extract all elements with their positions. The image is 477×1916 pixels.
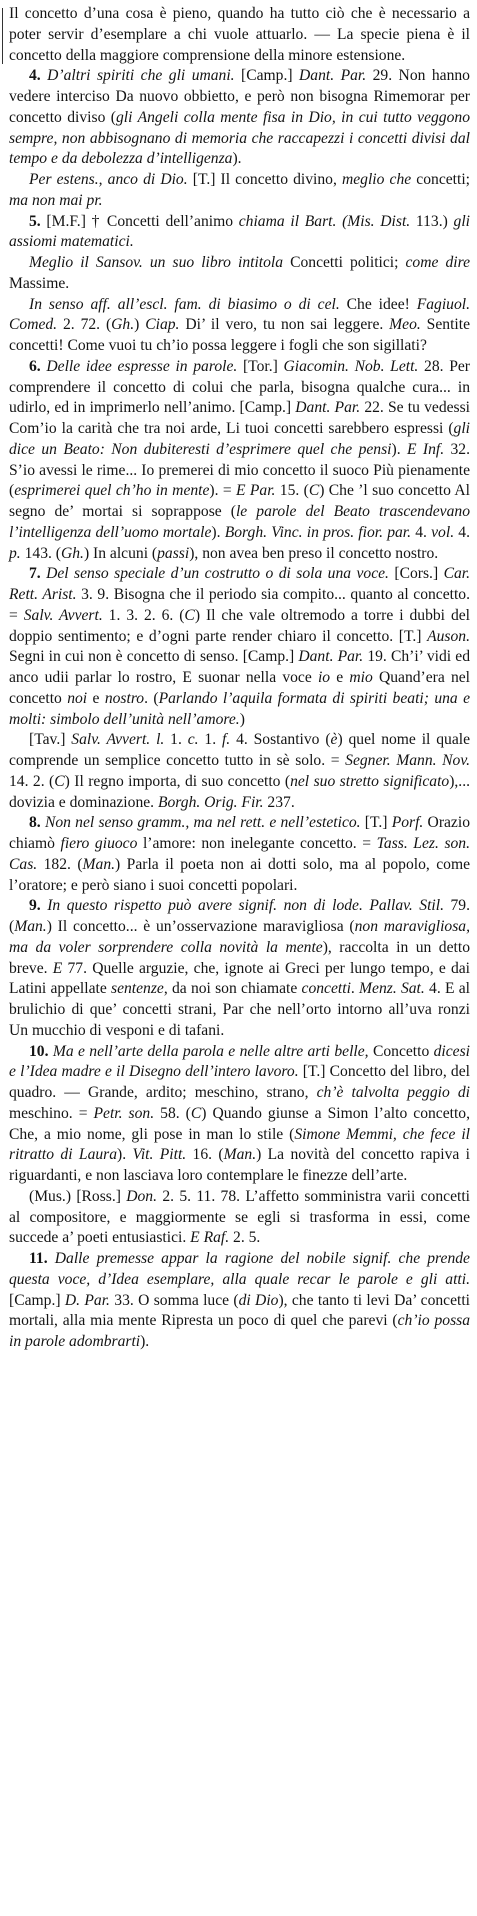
text-run: l’amore: non inelegante concetto. = <box>137 835 377 852</box>
text-run: e <box>87 689 105 707</box>
text-run: 22. Se tu vedessi Com’io la carità che tra noi arde, Li tuoi concetti sarebbero espressi ( <box>9 399 471 437</box>
entry-paragraph <box>9 295 470 357</box>
italic-text: Porf. <box>391 814 424 832</box>
italic-text: vol. <box>431 523 455 541</box>
text-run: Che idee! <box>339 295 417 313</box>
italic-text: ch’io possa in parole adombrarti <box>9 1312 470 1350</box>
italic-text: f. <box>221 731 231 749</box>
text-run: 4. <box>411 523 432 541</box>
text-run: ) Parla il poeta non ai dotti solo, ma al popolo, come l’oratore; e però siano i suoi concetti popolari. <box>9 855 470 894</box>
text-run: 1. 3. 2. 6. ( <box>102 606 185 624</box>
text-run: , da noi son chiamate <box>163 980 302 998</box>
italic-text: Dant. Par. <box>295 399 361 417</box>
text-run: [Tav.] <box>29 731 72 749</box>
text-run: 32. S’io avessi le rime... Io premerei di mio concetto il suoco Più pienamente ( <box>9 440 471 500</box>
text-run: 3. 9. Bisogna che il periodo sia compito... quanto al concetto. = <box>9 586 470 624</box>
text-run: Concetto <box>368 1042 434 1060</box>
sense-number: 6. <box>29 357 41 375</box>
sense-number: 4. <box>29 67 41 85</box>
text-run: ), non avea ben preso il concetto nostro. <box>189 544 439 562</box>
italic-text: concetti <box>301 980 351 998</box>
italic-text: Parlando l’aquila formata di spiriti beati; una e molti: simbolo dell’unità nell’amore. <box>9 689 471 728</box>
text-run: [Cors.] <box>388 565 444 583</box>
italic-text: Petr. son. <box>93 1104 155 1122</box>
text-run: Massime. <box>9 274 70 292</box>
italic-text: c. <box>187 731 199 749</box>
text-run: [Tor.] <box>237 357 284 375</box>
sense-number: 9. <box>29 897 41 915</box>
sense-number: 11. <box>29 1250 48 1267</box>
text-run: . ( <box>144 689 159 707</box>
text-run: 79. ( <box>9 897 470 935</box>
text-run: Orazio chiamò <box>9 814 470 852</box>
italic-text: C <box>184 606 195 624</box>
text-run: ) Il concetto... è un’osservazione maravigliosa ( <box>46 918 355 935</box>
sense-number: 8. <box>29 814 41 832</box>
text-run: 28. Per comprendere il concetto di colui che parla, bisogna qualche cura... in udirlo, ed in imprimerlo nell’animo. [Camp.] <box>9 357 470 417</box>
italic-text: Car. Rett. Arist. <box>9 565 470 603</box>
italic-text: Segner. Mann. Nov. <box>345 752 471 769</box>
text-run: ). = <box>209 482 236 500</box>
italic-text: nel suo stretto significato <box>290 772 450 790</box>
text-run: 58. ( <box>154 1104 191 1122</box>
italic-text: Gh. <box>60 544 84 562</box>
text-run: [Camp.] <box>9 1291 65 1309</box>
text-run: ),... dovizia e dominazione. <box>9 772 471 811</box>
entry-paragraph <box>9 357 470 565</box>
italic-text: C <box>54 772 65 790</box>
text-run: Di’ il vero, tu non sai leggere. <box>179 316 390 334</box>
italic-text: D’altri spiriti che gli umani. <box>47 67 235 85</box>
italic-text: come dire <box>405 254 470 271</box>
entry-paragraph <box>9 813 470 896</box>
italic-text: Non nel senso gramm., ma nel rett. e nell’estetico. <box>44 814 361 832</box>
text-run: 33. O somma luce ( <box>109 1291 239 1309</box>
italic-text: Borgh. Vinc. in pros. fior. par. <box>224 523 412 541</box>
italic-text: C <box>308 482 320 500</box>
text-run: ) <box>134 316 146 334</box>
text-run: ). <box>117 1146 133 1164</box>
italic-text: ch’è talvolta peggio di <box>316 1084 470 1101</box>
italic-text: Meglio il Sansov. un suo libro intitola <box>29 254 284 271</box>
sense-number: 7. <box>29 565 41 583</box>
entry-paragraph <box>9 730 470 813</box>
text-run: [T.] Il concetto divino, <box>187 171 342 188</box>
italic-text: di Dio <box>238 1291 279 1309</box>
italic-text: Salv. Avvert. <box>23 606 103 624</box>
italic-text: Man. <box>14 918 47 935</box>
entry-paragraph <box>9 212 470 254</box>
italic-text: dicesi e l’Idea madre e il Disegno dell’intero lavoro. <box>9 1042 470 1081</box>
text-run: 2. 5. 11. 78. L’affetto somministra varii concetti al compositore, e maggiormente se egli si trasforma in essi, come succede a’ poeti entusiastici. <box>9 1187 470 1247</box>
italic-text: Fagiuol. Comed. <box>9 295 471 334</box>
italic-text: mio <box>349 669 373 686</box>
italic-text: Vit. Pitt. <box>132 1146 187 1164</box>
text-run: 143. ( <box>20 544 61 562</box>
italic-text: Del senso speciale d’un costrutto o di sola una voce. <box>46 565 389 583</box>
italic-text: Delle idee espresse in parole. <box>46 357 238 375</box>
italic-text: Borgh. Orig. Fir. <box>157 793 264 811</box>
italic-text: Tass. Lez. son. Cas. <box>9 835 471 873</box>
italic-text: chiama il Bart. (Mis. Dist. <box>238 212 411 230</box>
text-run: 16. ( <box>186 1146 224 1164</box>
italic-text: noi <box>67 689 88 707</box>
italic-text: esprimerei quel ch’ho in mente <box>14 482 210 500</box>
text-run: concetti; <box>411 171 470 188</box>
entry-paragraph <box>9 896 470 1041</box>
italic-text: Auson. <box>427 627 470 645</box>
italic-text: gli assiomi matematici. <box>9 212 470 251</box>
text-run: 1. <box>198 731 222 749</box>
text-run: [T.] <box>360 814 392 832</box>
text-run: meschino. = <box>9 1104 94 1122</box>
italic-text: meglio che <box>341 171 412 188</box>
text-run: ) Quando giunse a Simon l’alto concetto, Che, a mio nome, gli pose in man lo stile ( <box>9 1104 470 1143</box>
italic-text: E Par. <box>236 482 276 500</box>
italic-text: D. Par. <box>64 1291 110 1309</box>
text-run: 77. Quelle arguzie, che, ignote ai Greci per lungo tempo, e dai Latini appellate <box>9 959 471 998</box>
italic-text: l. <box>156 731 165 749</box>
text-run: Concetti politici; <box>283 254 406 271</box>
italic-text: non maravigliosa, ma da voler sorprendere colla novità la mente <box>9 918 470 956</box>
italic-text: gli dice un Beato: Non dubiteresti d’esprimere quel che pensi <box>9 420 470 458</box>
italic-text: Simone Memmi, che fece il ritratto di Laura <box>9 1125 470 1164</box>
text-run: ) Il che vale oltremodo a torre i dubbi del doppio sentimento; e d’ogni parte render chiaro il concetto. [T.] <box>9 606 470 645</box>
italic-text: io <box>317 669 331 686</box>
text-run: 4. <box>454 523 470 541</box>
text-run: 182. ( <box>37 855 83 873</box>
text-run: 14. 2. ( <box>9 772 55 790</box>
text-run: ) quel nome il quale comprende un semplice concetto tutto in sè solo. = <box>9 731 471 769</box>
text-run: 19. Ch’i’ vidi ed anco udii parlar lo rostro, E suonar nella voce <box>9 648 470 686</box>
text-run: ) <box>239 710 245 728</box>
italic-text: Dalle premesse appar la ragione del nobile signif. che prende questa voce, d’Idea esemplare, alla quale recar le parole e gli atti. <box>9 1250 470 1288</box>
text-run: 2. 5. <box>229 1229 261 1247</box>
text-run: 4. E al brulichio di que’ concetti strani, Par che nell’orto intorno all’uva ronzi Un mucchio di vesponi e di tafani. <box>9 980 470 1039</box>
text-run: . <box>350 980 360 998</box>
text-run: ). <box>211 523 225 541</box>
text-run: 1. <box>164 731 188 749</box>
text-run: ) Che ’l suo concetto Al segno de’ mortai si soprappose ( <box>9 482 471 520</box>
italic-text: Menz. Sat. <box>359 980 425 998</box>
italic-text: Ciap. <box>145 316 180 334</box>
entry-paragraph <box>9 4 470 66</box>
entry-paragraph <box>9 253 470 295</box>
text-run: 29. Non hanno vedere interciso Da nuovo obbietto, e però non bisogna Rimemorar per concetto diviso ( <box>9 67 470 126</box>
margin-rule <box>2 8 3 64</box>
text-run: Il concetto d’una cosa è pieno, quando ha tutto ciò che è necessario a poter servir d’esemplare a chi vuole attuarlo. — La specie piena è il concetto della maggiore comprensione della minore estensione. <box>9 5 470 64</box>
italic-text: In senso aff. all’escl. fam. di biasimo o di cel. <box>29 295 340 313</box>
text-run: [T.] Concetto del libro, del quadro. — Grande, ardito; meschino, strano, <box>9 1063 470 1101</box>
italic-text: C <box>190 1104 202 1122</box>
text-run <box>48 1250 55 1267</box>
entry-paragraph <box>9 1042 470 1187</box>
italic-text: Salv. Avvert. <box>71 731 151 749</box>
italic-text: fiero giuoco <box>60 835 138 852</box>
entry-paragraph <box>9 66 470 170</box>
text-run: 4. Sostantivo ( <box>230 731 331 749</box>
entry-paragraph <box>9 170 470 212</box>
text-run: ) Il regno importa, di suo concetto ( <box>64 772 291 790</box>
text-run: 15. ( <box>275 482 309 500</box>
italic-text: Man. <box>82 855 116 873</box>
text-run: Segni in cui non è concetto di senso. [Camp.] <box>9 648 299 666</box>
italic-text: gli Angeli colla mente fisa in Dio, in cui tutto veggono sempre, non abbisognano di memoria che raccapezzi i concetti divisi dal tempo e da debolezza d’intelligenza <box>9 108 470 168</box>
italic-text: nostro <box>104 689 145 707</box>
italic-text: Dant. Par. <box>299 67 367 85</box>
italic-text: Dant. Par. <box>298 648 364 666</box>
italic-text: E Raf. <box>190 1229 230 1247</box>
italic-text: sentenze <box>111 980 164 998</box>
italic-text: Man. <box>223 1146 257 1164</box>
text-run: Sentite concetti! Come vuoi tu ch’io possa leggere i fogli che son sigillati? <box>9 316 470 354</box>
italic-text: è <box>330 731 338 749</box>
italic-text: passi <box>157 544 190 562</box>
text-run: 237. <box>263 793 295 811</box>
text-run: [M.F.] † Concetti dell’animo <box>40 212 239 230</box>
text-run: ). <box>391 440 407 458</box>
sense-number: 5. <box>29 212 41 230</box>
text-run: (Mus.) [Ross.] <box>29 1187 127 1205</box>
italic-text: le parole del Beato trascendevano l’intelligenza dell’uomo mortale <box>9 503 470 541</box>
italic-text: Giacomin. Nob. Lett. <box>283 357 419 375</box>
text-run: ). <box>232 150 242 168</box>
sense-number: 10. <box>29 1042 49 1060</box>
italic-text: Don. <box>126 1187 158 1205</box>
entry-paragraph <box>9 1249 470 1353</box>
italic-text: ma non mai pr. <box>9 191 103 209</box>
text-run: ) In alcuni ( <box>83 544 158 562</box>
italic-text: Per estens., anco di Dio. <box>29 171 188 188</box>
entry-paragraph <box>9 564 470 730</box>
italic-text: E <box>52 959 63 977</box>
text-run: 2. 72. ( <box>57 316 112 334</box>
dictionary-entry-text <box>9 4 470 1353</box>
text-run: ), che tanto ti levi Da’ concetti mortali, alla mia mente Ripresta un poco di quel che parevi ( <box>9 1291 470 1330</box>
italic-text: In questo rispetto può avere signif. non di lode. Pallav. Stil. <box>47 897 444 915</box>
italic-text: Gh. <box>111 316 135 334</box>
italic-text: Meo. <box>389 316 421 334</box>
text-run: ), raccolta in un detto breve. <box>9 938 470 977</box>
text-run: ) La novità del concetto rapiva i riguardanti, e non lasciava loro contemplare le finezze dell’arte. <box>9 1146 470 1184</box>
italic-text: E Inf. <box>406 440 445 458</box>
italic-text: p. <box>9 544 21 562</box>
text-run: [Camp.] <box>234 67 300 85</box>
entry-paragraph <box>9 1187 470 1249</box>
text-run: e <box>330 669 350 686</box>
italic-text: Ma e nell’arte della parola e nelle altre arti belle, <box>52 1042 369 1060</box>
text-run: ). <box>140 1333 150 1350</box>
text-run: 113.) <box>410 212 454 230</box>
text-run: Quand’era nel concetto <box>9 669 470 707</box>
